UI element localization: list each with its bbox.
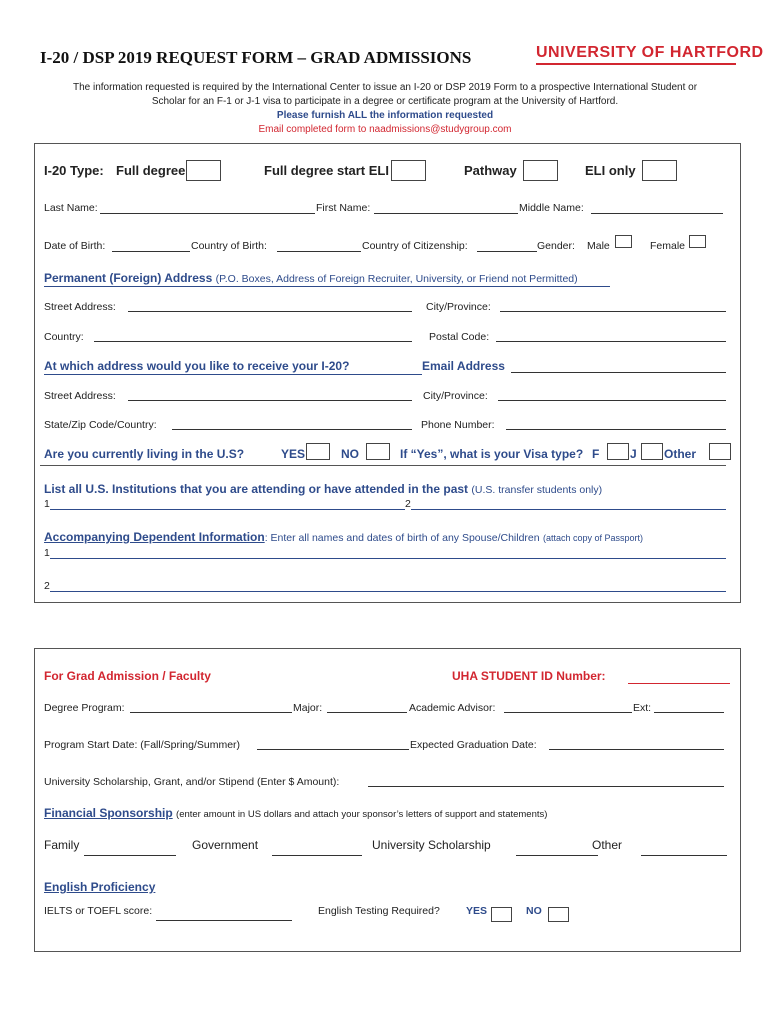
family-field[interactable] xyxy=(84,855,176,856)
receive-question: At which address would you like to receive your I-20? xyxy=(44,359,350,373)
permanent-address-title: Permanent (Foreign) Address xyxy=(44,271,213,285)
dependent-2-number: 2 xyxy=(44,580,50,592)
other-field[interactable] xyxy=(641,855,727,856)
living-yes-label: YES xyxy=(281,447,306,461)
city2-field[interactable] xyxy=(498,400,726,401)
permanent-heading-underline xyxy=(44,286,610,287)
degree-program-label: Degree Program: xyxy=(44,702,125,714)
middle-name-field[interactable] xyxy=(591,213,723,214)
degree-program-field[interactable] xyxy=(130,712,292,713)
country-citizenship-label: Country of Citizenship: xyxy=(362,240,468,252)
start-date-field[interactable] xyxy=(257,749,409,750)
student-id-field[interactable] xyxy=(628,683,730,684)
living-question: Are you currently living in the U.S? xyxy=(44,447,245,461)
phone-label: Phone Number: xyxy=(421,419,495,431)
testing-yes-label: YES xyxy=(466,905,488,917)
city2-label: City/Province: xyxy=(423,390,488,402)
eli-only-checkbox[interactable] xyxy=(642,160,677,181)
gender-label: Gender: xyxy=(537,240,575,252)
dependent-note-passport: (attach copy of Passport) xyxy=(542,533,643,543)
visa-f-label: F xyxy=(592,447,600,461)
option-full-degree-eli-label: Full degree start ELI xyxy=(264,163,389,178)
permanent-address-heading xyxy=(44,271,578,285)
middle-name-label: Middle Name: xyxy=(519,202,584,214)
intro-line-1: The information requested is required by the International Center to issue an I-20 or DSP 2019 Form to a prospective International Student or xyxy=(72,82,698,93)
country-birth-field[interactable] xyxy=(277,251,361,252)
last-name-field[interactable] xyxy=(100,213,315,214)
ext-label: Ext: xyxy=(633,702,652,714)
visa-question: If “Yes”, what is your Visa type? xyxy=(400,447,584,461)
other-label: Other xyxy=(592,838,623,852)
first-name-label: First Name: xyxy=(316,202,371,214)
postal-label: Postal Code: xyxy=(429,331,490,343)
logo-underline xyxy=(536,63,736,65)
pathway-checkbox[interactable] xyxy=(523,160,558,181)
advisor-field[interactable] xyxy=(504,712,632,713)
university-logo: UNIVERSITY OF HARTFORD xyxy=(536,44,764,61)
full-degree-checkbox[interactable] xyxy=(186,160,221,181)
visa-j-label: J xyxy=(630,447,637,461)
male-checkbox[interactable] xyxy=(615,235,632,248)
family-label: Family xyxy=(44,838,80,852)
option-eli-only-label: ELI only xyxy=(585,163,636,178)
dependent-title: Accompanying Dependent Information xyxy=(44,530,265,544)
street2-label: Street Address: xyxy=(44,390,116,402)
scholarship-label: University Scholarship, Grant, and/or Stipend (Enter $ Amount): xyxy=(44,776,340,788)
major-field[interactable] xyxy=(327,712,407,713)
dependent-heading xyxy=(44,530,643,544)
first-name-field[interactable] xyxy=(374,213,518,214)
testing-yes-checkbox[interactable] xyxy=(491,907,512,922)
living-yes-checkbox[interactable] xyxy=(306,443,330,460)
living-divider xyxy=(40,465,726,466)
visa-j-checkbox[interactable] xyxy=(641,443,663,460)
advisor-label: Academic Advisor: xyxy=(409,702,496,714)
institutions-title: List all U.S. Institutions that you are attending or have attended in the past xyxy=(44,482,469,496)
city-field[interactable] xyxy=(500,311,726,312)
living-no-checkbox[interactable] xyxy=(366,443,390,460)
state-zip-field[interactable] xyxy=(172,429,412,430)
dob-label: Date of Birth: xyxy=(44,240,106,252)
financial-heading xyxy=(44,806,547,820)
permanent-address-note: (P.O. Boxes, Address of Foreign Recruiter, University, or Friend not Permitted) xyxy=(215,273,578,285)
intro-text xyxy=(40,81,730,137)
univ-scholarship-label: University Scholarship xyxy=(372,838,491,852)
faculty-title: For Grad Admission / Faculty xyxy=(44,669,211,683)
email-note: Email completed form to naadmissions@studygroup.com xyxy=(258,124,512,135)
postal-field[interactable] xyxy=(496,341,726,342)
living-no-label: NO xyxy=(341,447,359,461)
street2-field[interactable] xyxy=(128,400,412,401)
dependent-1-number: 1 xyxy=(44,547,50,559)
testing-required-label: English Testing Required? xyxy=(318,905,440,917)
dependent-note: : Enter all names and dates of birth of any Spouse/Children xyxy=(264,532,540,544)
visa-f-checkbox[interactable] xyxy=(607,443,629,460)
female-checkbox[interactable] xyxy=(689,235,706,248)
dob-field[interactable] xyxy=(112,251,190,252)
grad-date-label: Expected Graduation Date: xyxy=(410,739,537,751)
country-field[interactable] xyxy=(94,341,412,342)
last-name-label: Last Name: xyxy=(44,202,98,214)
major-label: Major: xyxy=(293,702,323,714)
government-label: Government xyxy=(192,838,259,852)
institution-1-field[interactable] xyxy=(50,509,405,510)
email-address-label: Email Address xyxy=(422,359,505,373)
institution-1-number: 1 xyxy=(44,498,50,510)
street-field[interactable] xyxy=(128,311,412,312)
intro-line-2: Scholar for an F-1 or J-1 visa to participate in a degree or certificate program at the University of Hartford. xyxy=(151,96,619,107)
country-birth-label: Country of Birth: xyxy=(191,240,267,252)
option-full-degree-label: Full degree xyxy=(116,163,186,178)
testing-no-label: NO xyxy=(526,905,542,917)
male-label: Male xyxy=(587,240,610,252)
visa-other-label: Other xyxy=(664,447,697,461)
visa-other-checkbox[interactable] xyxy=(709,443,731,460)
ext-field[interactable] xyxy=(654,712,724,713)
ielts-field[interactable] xyxy=(156,920,292,921)
univ-scholarship-field[interactable] xyxy=(516,855,598,856)
city-label: City/Province: xyxy=(426,301,491,313)
institutions-heading xyxy=(44,482,602,496)
institution-2-field[interactable] xyxy=(411,509,726,510)
government-field[interactable] xyxy=(272,855,362,856)
institutions-note: (U.S. transfer students only) xyxy=(471,484,603,496)
i20-type-label: I-20 Type: xyxy=(44,163,104,178)
full-degree-eli-checkbox[interactable] xyxy=(391,160,426,181)
dependent-1-field[interactable] xyxy=(50,558,726,559)
testing-no-checkbox[interactable] xyxy=(548,907,569,922)
dependent-2-field[interactable] xyxy=(50,591,726,592)
english-title: English Proficiency xyxy=(44,880,156,894)
financial-title: Financial Sponsorship xyxy=(44,806,173,820)
email-address-field[interactable] xyxy=(511,372,726,373)
grad-date-field[interactable] xyxy=(549,749,724,750)
receive-question-underline xyxy=(44,374,422,375)
english-heading xyxy=(44,880,155,894)
option-pathway-label: Pathway xyxy=(464,163,517,178)
student-id-label: UHA STUDENT ID Number: xyxy=(452,669,606,683)
institution-2-number: 2 xyxy=(405,498,411,510)
female-label: Female xyxy=(650,240,686,252)
phone-field[interactable] xyxy=(506,429,726,430)
state-zip-label: State/Zip Code/Country: xyxy=(44,419,157,431)
start-date-label: Program Start Date: (Fall/Spring/Summer) xyxy=(44,739,241,751)
street-label: Street Address: xyxy=(44,301,116,313)
instruction-text: Please furnish ALL the information requested xyxy=(276,110,494,121)
ielts-label: IELTS or TOEFL score: xyxy=(44,905,153,917)
country-label: Country: xyxy=(44,331,84,343)
scholarship-field[interactable] xyxy=(368,786,724,787)
country-citizenship-field[interactable] xyxy=(477,251,537,252)
form-title: I-20 / DSP 2019 REQUEST FORM – GRAD ADMISSIONS xyxy=(40,48,472,67)
financial-note: (enter amount in US dollars and attach your sponsor’s letters of support and statements) xyxy=(176,809,548,820)
